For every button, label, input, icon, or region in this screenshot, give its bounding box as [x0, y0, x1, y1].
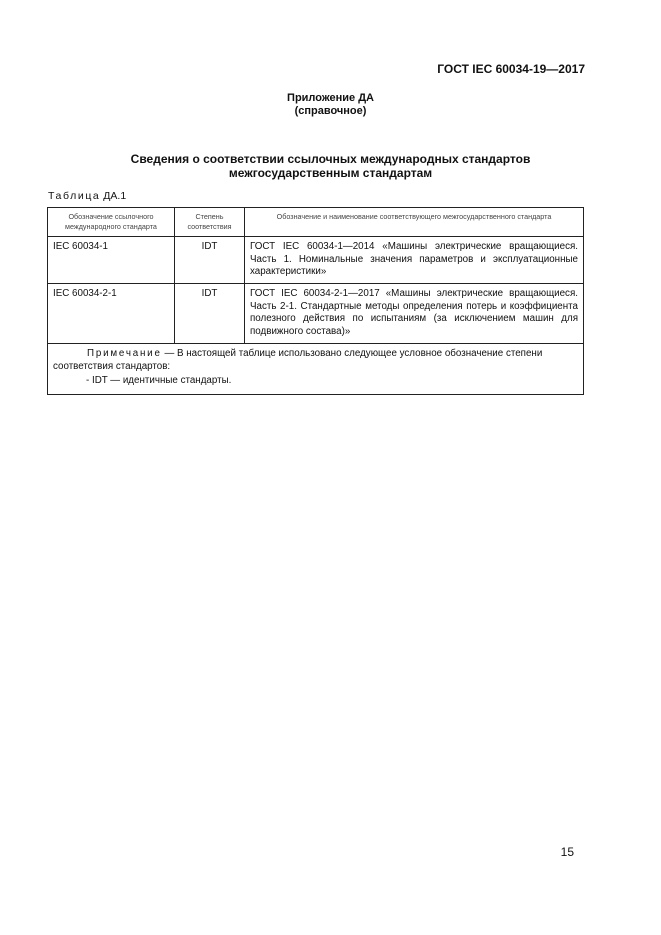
- cell-degree: IDT: [175, 237, 245, 284]
- table-row: [48, 237, 584, 284]
- table-header-row: [48, 208, 584, 237]
- table-note-row: [48, 344, 584, 395]
- annex-subtitle: (справочное): [294, 105, 367, 117]
- header-international-standard: Обозначение ссылочного международного стандарта: [48, 208, 175, 237]
- table-caption-number: ДА.1: [103, 190, 127, 202]
- section-title-line-1: Сведения о соответствии ссылочных международных стандартов: [130, 152, 531, 166]
- cell-degree: IDT: [175, 284, 245, 344]
- cell-standard: ГОСТ IEC 60034-2-1—2017 «Машины электрические вращающиеся. Часть 2-1. Стандартные методы определения потерь и коэффициента полезного действия по испытаниям (за исключением машин для подвижного состава)»: [245, 284, 584, 344]
- cell-code: IEC 60034-1: [48, 237, 175, 284]
- note-label: Примечание: [87, 348, 162, 360]
- header-interstate-standard: Обозначение и наименование соответствующего межгосударственного стандарта: [245, 208, 584, 237]
- note-list-item: - IDT — идентичные стандарты.: [86, 375, 232, 387]
- annex-title: Приложение ДА: [287, 92, 374, 104]
- note-text: — В настоящей таблице использовано следующее условное обозначение степени соответствия стандартов:: [53, 348, 543, 372]
- table-caption-word: Таблица: [48, 190, 101, 202]
- table-note: [48, 344, 584, 395]
- standard-designation: ГОСТ IEC 60034-19—2017: [437, 62, 585, 76]
- correspondence-table: [47, 207, 584, 395]
- page-number: 15: [560, 845, 574, 859]
- section-title: [0, 152, 661, 180]
- annex-heading: [0, 92, 661, 118]
- header-degree: Степень соответствия: [175, 208, 245, 237]
- section-title-line-2: межгосударственным стандартам: [228, 166, 433, 180]
- table-row: [48, 284, 584, 344]
- note-paragraph: [53, 348, 578, 373]
- table-caption: [48, 190, 126, 202]
- cell-standard: ГОСТ IEC 60034-1—2014 «Машины электрические вращающиеся. Часть 1. Номинальные значения параметров и эксплуатационные характеристики»: [245, 237, 584, 284]
- cell-code: IEC 60034-2-1: [48, 284, 175, 344]
